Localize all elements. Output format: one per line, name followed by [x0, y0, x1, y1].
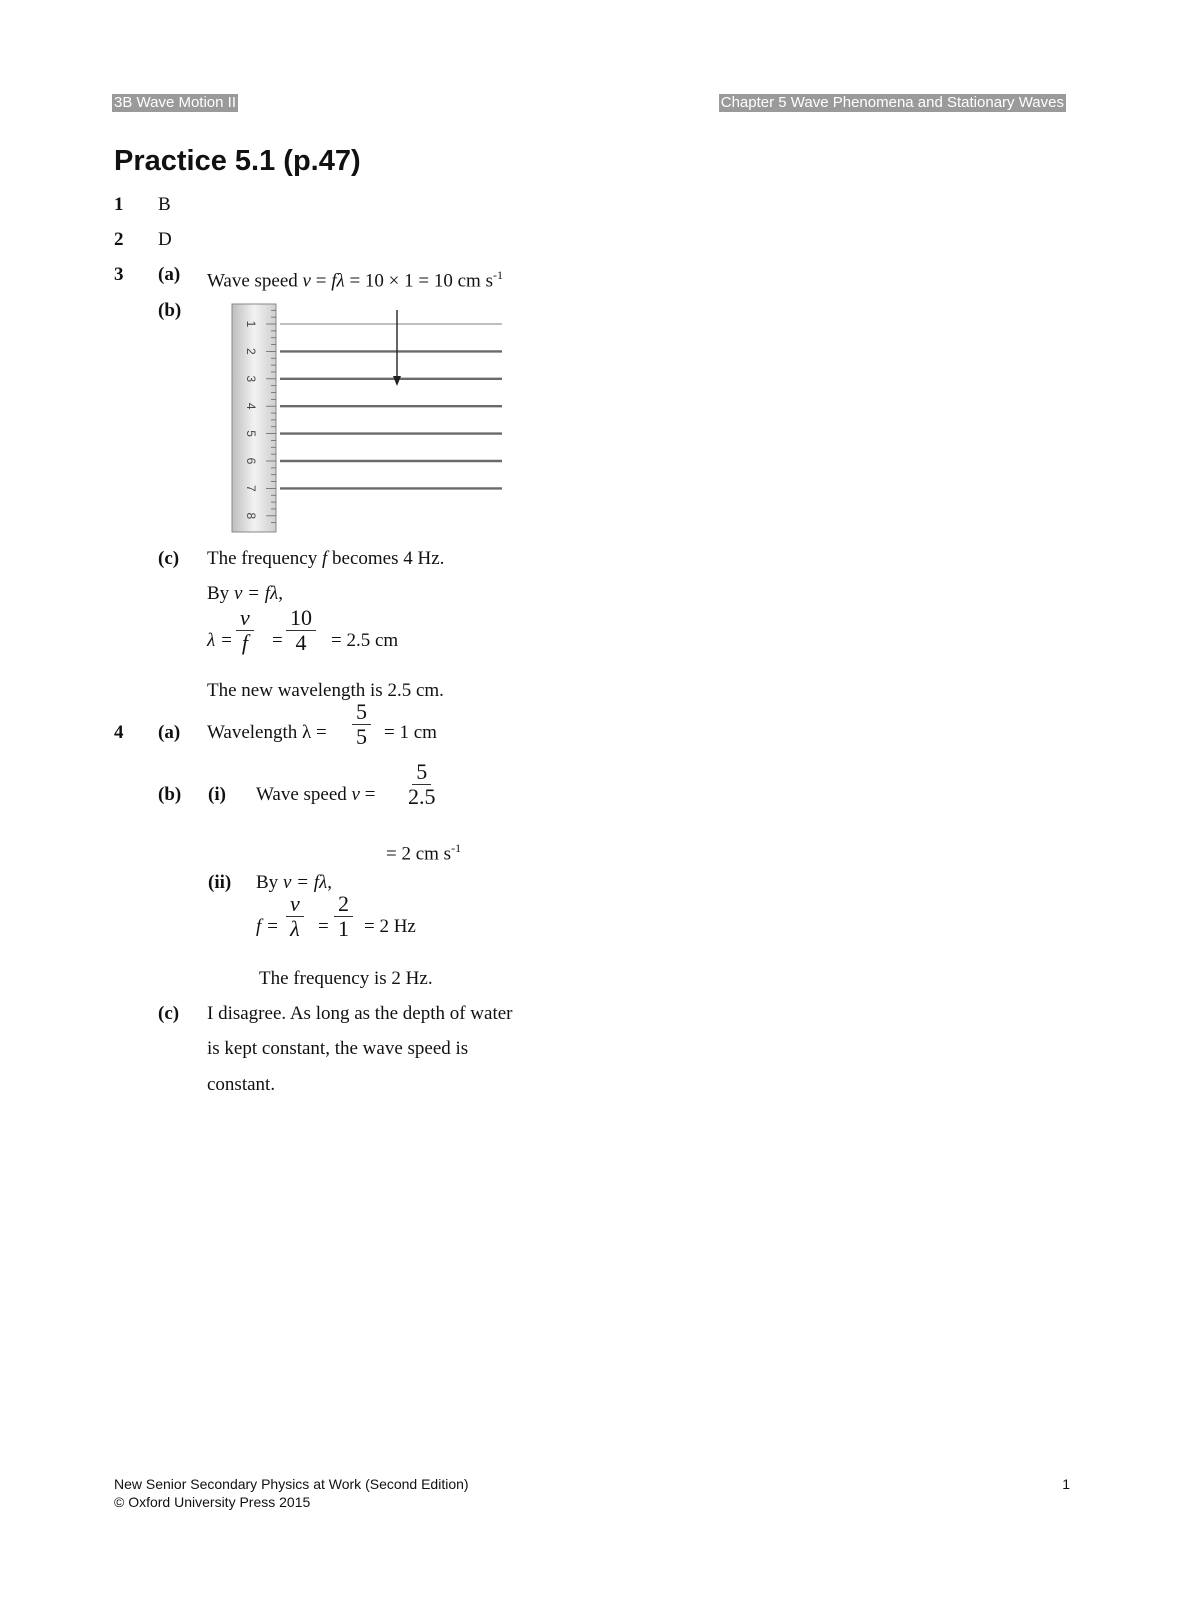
q4a-text: Wavelength λ = — [207, 722, 327, 743]
q3a-rest: = 10 × 1 = 10 cm s — [344, 270, 493, 292]
q4bi-eq: = — [359, 784, 376, 805]
q4c-line1: I disagree. As long as the depth of water — [207, 1003, 513, 1024]
q3c-frac1-den: f — [241, 630, 248, 655]
q3b-label: (b) — [158, 300, 182, 321]
page-number: 1 — [1062, 1476, 1070, 1492]
q3c-label: (c) — [158, 548, 180, 569]
q3c-result: = 2.5 cm — [331, 630, 399, 651]
q4bii-frac1-num: v — [286, 892, 304, 917]
q3c-lambda: λ = — [207, 630, 233, 651]
q4c-line3: constant. — [207, 1074, 276, 1095]
q4bii-frac2-num: 2 — [334, 892, 353, 917]
q4bii-frac1 — [286, 892, 304, 941]
q4c-line2: is kept constant, the wave speed is — [207, 1038, 469, 1059]
q4bii-frac2 — [334, 892, 353, 941]
q4bi-sup: -1 — [451, 841, 462, 855]
ruler-label: 3 — [243, 375, 258, 383]
q4bi-v: v — [351, 784, 360, 805]
q4bii-frac2-den: 1 — [338, 916, 349, 941]
q3c-f: f — [322, 548, 328, 569]
q3c-line1 — [207, 548, 444, 570]
q2-number: 2 — [114, 229, 124, 250]
q4bii-label: (ii) — [208, 872, 232, 893]
q3c-line2-b: , — [278, 583, 283, 604]
q1-number: 1 — [114, 194, 124, 215]
q3c-frac1-num: v — [236, 606, 254, 631]
footer-book-title: New Senior Secondary Physics at Work (Second Edition) — [114, 1476, 469, 1492]
q3a-v: v — [302, 270, 311, 292]
q4bii-a: By — [256, 872, 283, 893]
q4bi-frac-den: 2.5 — [408, 784, 436, 809]
q4bi-prefix: Wave speed — [256, 784, 352, 805]
q2-answer: D — [158, 229, 172, 250]
q3c-line1-a: The frequency — [207, 548, 322, 569]
ruler-label: 4 — [243, 402, 258, 410]
q4b-label: (b) — [158, 784, 182, 805]
footer-copyright: © Oxford University Press 2015 — [114, 1494, 311, 1510]
q3a-flambda: fλ — [331, 270, 345, 292]
q4bii-eq: v = fλ — [282, 872, 328, 893]
q4bi-result-text: = 2 cm s — [386, 843, 452, 865]
wavefronts — [280, 324, 502, 488]
wavefront-diagram — [230, 302, 512, 534]
q4bii-result: = 2 Hz — [364, 916, 416, 937]
q4bii-eq2: = — [318, 916, 329, 937]
q3a-answer — [207, 264, 503, 292]
q4-number: 4 — [114, 722, 124, 743]
ruler-label: 8 — [243, 512, 258, 520]
q3c-eq: = — [272, 630, 283, 651]
ruler — [232, 304, 276, 532]
q3c-frac1 — [236, 606, 254, 655]
q4bii-b: , — [327, 872, 332, 893]
q3c-frac2-den: 4 — [295, 630, 307, 655]
q3a-eq: = — [310, 270, 332, 292]
q4a-frac-num: 5 — [352, 700, 371, 725]
q4bi-result — [386, 837, 461, 865]
q4a-frac — [352, 700, 371, 749]
q1-answer: B — [158, 194, 171, 215]
ruler-label: 1 — [243, 320, 258, 328]
q3c-line1-b: becomes 4 Hz. — [327, 548, 445, 569]
q3-number: 3 — [114, 264, 124, 285]
ruler-label: 2 — [243, 348, 258, 355]
q4a-frac-den: 5 — [356, 724, 367, 749]
q4bii-conclusion: The frequency is 2 Hz. — [259, 968, 433, 989]
q4a-label: (a) — [158, 722, 181, 743]
q3c-line2 — [207, 583, 283, 605]
q3c-frac2 — [286, 606, 316, 655]
page-title: Practice 5.1 (p.47) — [114, 145, 361, 177]
header-right: Chapter 5 Wave Phenomena and Stationary Waves — [720, 94, 1064, 111]
ruler-label: 6 — [243, 457, 258, 465]
q4bi-frac-num: 5 — [412, 760, 431, 785]
q4bi-text — [256, 784, 375, 806]
q3a-label: (a) — [158, 264, 181, 285]
q4bi-frac — [404, 760, 440, 809]
ruler-label: 7 — [243, 485, 258, 492]
q3c-line2-eq: v = fλ — [233, 583, 279, 604]
q4bii-frac1-den: λ — [290, 916, 300, 941]
q3c-frac2-num: 10 — [286, 606, 316, 631]
q4c-label: (c) — [158, 1003, 180, 1024]
q3a-prefix: Wave speed — [207, 270, 303, 292]
q3c-line2-a: By — [207, 583, 234, 604]
header-left: 3B Wave Motion II — [114, 94, 236, 111]
q3c-conclusion: The new wavelength is 2.5 cm. — [207, 680, 444, 701]
q4bii-f: f = — [256, 916, 279, 937]
arrow-head-icon — [393, 376, 401, 386]
q3a-sup: -1 — [492, 268, 503, 282]
q4a-result: = 1 cm — [384, 722, 437, 743]
ruler-label: 5 — [243, 430, 258, 437]
q4bi-label: (i) — [208, 784, 226, 805]
